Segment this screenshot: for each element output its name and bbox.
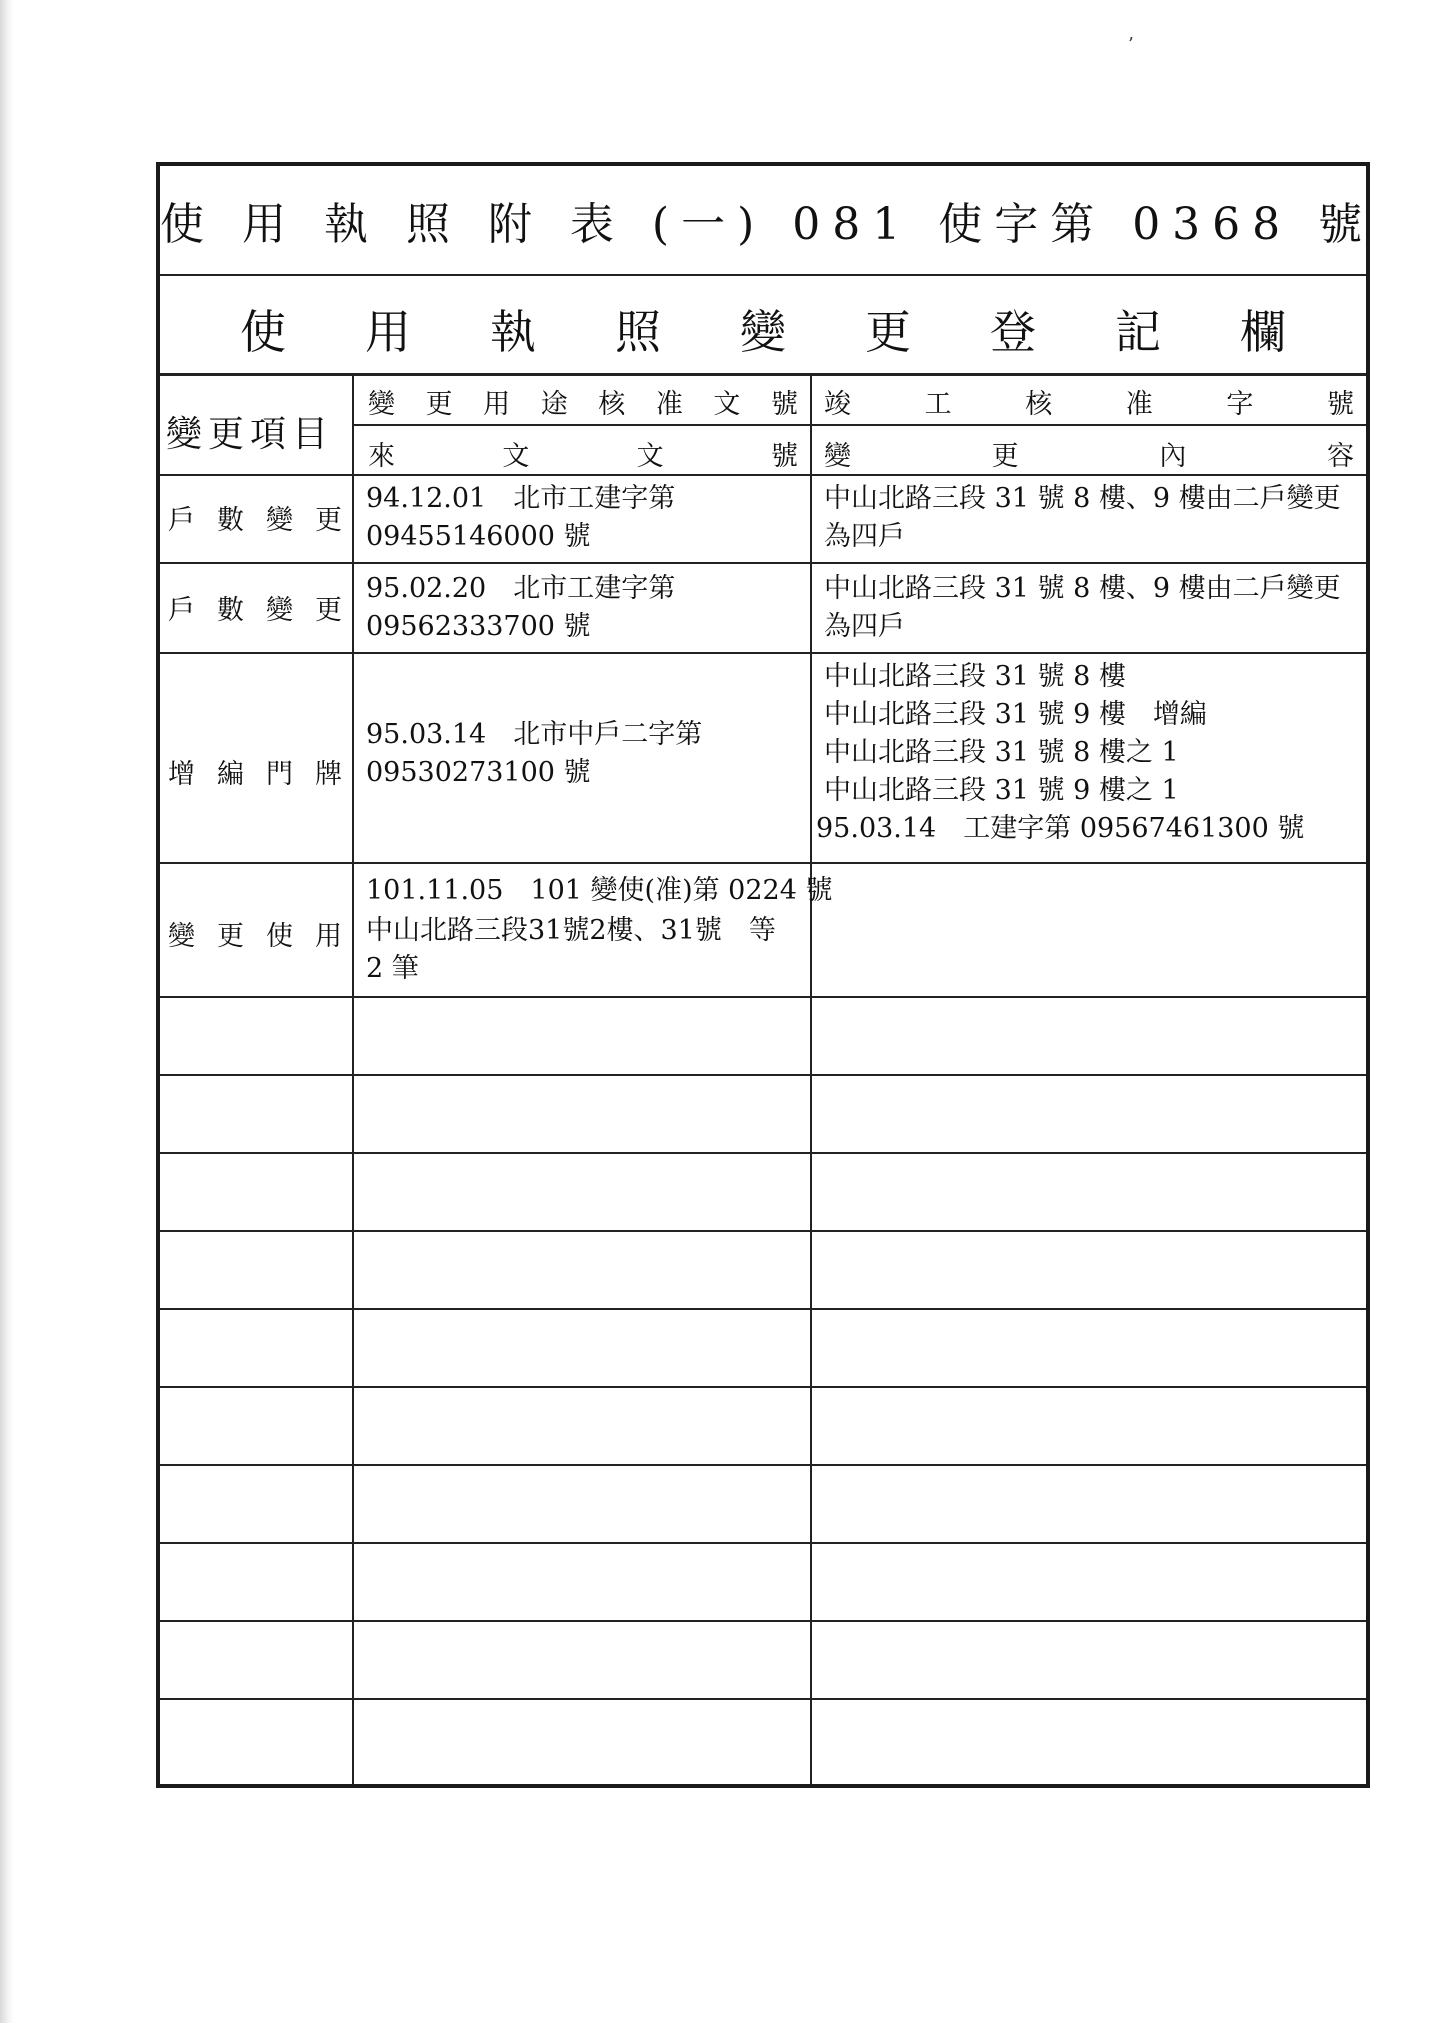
blank-row-line [160, 1620, 1366, 1622]
header-col1-top-char: 變 [368, 389, 395, 420]
header-col2-bottom-char: 變 [824, 441, 851, 472]
row-2-item-char: 數 [217, 595, 244, 626]
header-col2-bottom-char: 更 [991, 441, 1019, 472]
blank-row-line [160, 1308, 1366, 1310]
row-line [160, 862, 1366, 864]
row-1-item-char: 更 [315, 505, 342, 536]
row-2-content-line-2: 為四戶 [824, 611, 905, 642]
header-col1-top-char: 更 [425, 389, 453, 420]
row-2-item [160, 588, 350, 627]
row-4-item-char: 變 [168, 921, 195, 952]
header-col1-bottom-char: 文 [636, 441, 664, 472]
header-col1-top-char: 途 [540, 389, 568, 420]
header-col2-bottom [824, 434, 1354, 473]
blank-row-line [160, 1698, 1366, 1700]
section-title-char: 用 [365, 305, 411, 359]
row-2-item-char: 更 [315, 595, 342, 626]
header-col2-bottom-char: 容 [1326, 441, 1354, 472]
header-mid-line [352, 424, 1366, 426]
row-3-item-char: 門 [266, 759, 293, 790]
header-col1-top-char: 文 [713, 389, 741, 420]
row-4-item-char: 更 [217, 921, 244, 952]
col-divider-1 [352, 376, 354, 1784]
header-col1-top-char: 准 [655, 389, 683, 420]
section-title-char: 欄 [1240, 305, 1286, 359]
header-bottom-line [160, 474, 1366, 476]
section-title-char: 執 [490, 305, 536, 359]
header-col2-top [824, 382, 1354, 421]
header-col1-bottom-char: 文 [502, 441, 530, 472]
col-divider-2 [810, 376, 812, 1784]
section-title [160, 296, 1366, 362]
blank-row-line [160, 1074, 1366, 1076]
header-col2-top-char: 核 [1025, 389, 1053, 420]
row-4-item [160, 914, 350, 953]
row-2-item-char: 變 [266, 595, 293, 626]
header-col2-bottom-char: 內 [1159, 441, 1187, 472]
row-4-doc-line-3: 2 筆 [366, 953, 419, 984]
row-1-content-line-1: 中山北路三段 31 號 8 樓、9 樓由二戶變更 [824, 483, 1341, 514]
header-col1-top-char: 核 [598, 389, 626, 420]
blank-row-line [160, 1152, 1366, 1154]
header-col1-top-char: 用 [483, 389, 511, 420]
page-title: 使 用 執 照 附 表 (一) 081 使字第 0368 號 [160, 199, 1375, 250]
header-col1-bottom-char: 號 [770, 441, 798, 472]
row-2-content-line-1: 中山北路三段 31 號 8 樓、9 樓由二戶變更 [824, 573, 1341, 604]
row-2-doc-line-2: 09562333700 號 [366, 611, 591, 642]
row-4-doc-line-1: 101.11.05 101 變使(准)第 0224 號 [366, 875, 833, 906]
blank-row-line [160, 1464, 1366, 1466]
subtitle-row [160, 276, 1366, 376]
header-col1-bottom [368, 434, 798, 473]
header-change-item: 變更項目 [166, 414, 335, 455]
row-3-item-char: 編 [217, 759, 244, 790]
section-title-char: 更 [865, 305, 911, 359]
blank-row-line [160, 1230, 1366, 1232]
header-col2-top-char: 准 [1125, 389, 1153, 420]
stray-mark: ’ [1128, 34, 1134, 55]
header-col2-top-char: 字 [1226, 389, 1254, 420]
blank-row-line [160, 1386, 1366, 1388]
row-1-item [160, 498, 350, 537]
header-col2-top-char: 竣 [824, 389, 851, 420]
row-1-doc-line-2: 09455146000 號 [366, 521, 591, 552]
row-3-doc-line-2: 09530273100 號 [366, 757, 591, 788]
row-3-content-line-1: 中山北路三段 31 號 8 樓 [824, 661, 1126, 692]
section-title-char: 使 [240, 305, 286, 359]
header-col1-top-char: 號 [770, 389, 798, 420]
row-3-content-line-4: 中山北路三段 31 號 9 樓之 1 [824, 775, 1179, 806]
row-1-content-line-2: 為四戶 [824, 521, 905, 552]
row-3-item-char: 增 [168, 759, 195, 790]
row-1-item-char: 變 [266, 505, 293, 536]
license-table-frame [156, 162, 1375, 1788]
row-1-item-char: 戶 [168, 505, 195, 536]
section-title-char: 照 [615, 305, 661, 359]
row-3-item-char: 牌 [315, 759, 342, 790]
scan-edge-shadow [0, 0, 14, 2023]
header-col2-top-char: 工 [924, 389, 952, 420]
row-3-item [160, 752, 350, 791]
section-title-char: 記 [1115, 305, 1161, 359]
row-line [160, 996, 1366, 998]
row-3-content-line-3: 中山北路三段 31 號 8 樓之 1 [824, 737, 1179, 768]
row-line [160, 652, 1366, 654]
row-3-content-line-2: 中山北路三段 31 號 9 樓 增編 [824, 699, 1207, 730]
header-col1-top [368, 382, 798, 421]
row-2-item-char: 戶 [168, 595, 195, 626]
row-4-item-char: 用 [315, 921, 342, 952]
row-4-doc-line-2: 中山北路三段31號2樓、31號 等 [366, 915, 776, 946]
blank-row-line [160, 1542, 1366, 1544]
row-4-item-char: 使 [266, 921, 293, 952]
title-row [160, 166, 1375, 276]
row-3-content-line-5: 95.03.14 工建字第 09567461300 號 [816, 813, 1305, 844]
section-title-char: 登 [990, 305, 1036, 359]
row-line [160, 562, 1366, 564]
row-2-doc-line-1: 95.02.20 北市工建字第 [366, 573, 676, 604]
header-col2-top-char: 號 [1326, 389, 1354, 420]
row-1-doc-line-1: 94.12.01 北市工建字第 [366, 483, 676, 514]
header-col1-bottom-char: 來 [368, 441, 395, 472]
row-3-doc-line-1: 95.03.14 北市中戶二字第 [366, 719, 703, 750]
row-1-item-char: 數 [217, 505, 244, 536]
section-title-char: 變 [740, 305, 786, 359]
